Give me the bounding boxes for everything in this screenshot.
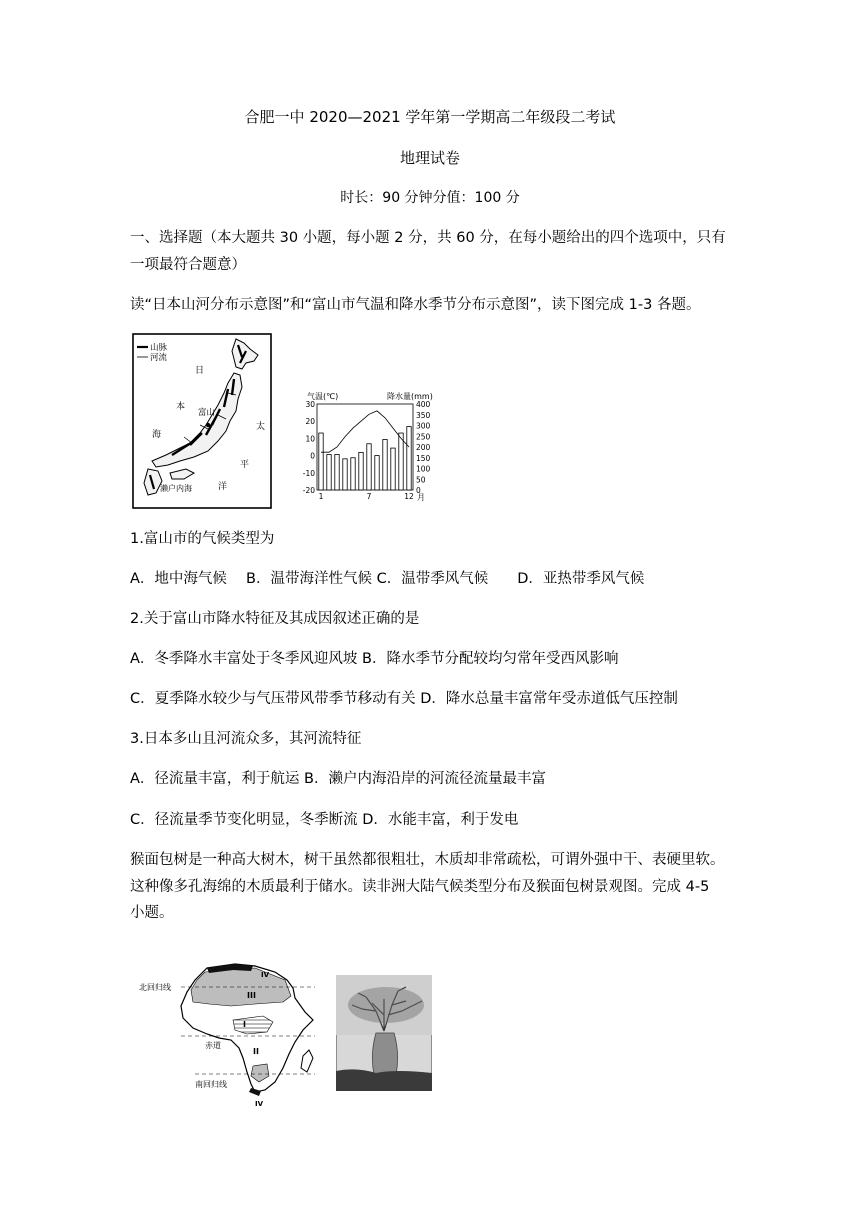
sea-char-1: 日 bbox=[195, 366, 205, 376]
exam-duration: 时长：90 分钟分值：100 分 bbox=[340, 190, 520, 206]
exam-title: 合肥一中 2020—2021 学年第一学期高二年级段二考试 bbox=[244, 108, 616, 126]
precip-axis-label: 降水量(mm) bbox=[387, 392, 433, 401]
temp-tick-label: 30 bbox=[305, 400, 315, 409]
precip-tick-label: 50 bbox=[416, 475, 426, 485]
temp-tick-label: 0 bbox=[310, 451, 315, 461]
intro-4-5-line2: 这种像多孔海绵的木质最利于储水。读非洲大陆气候类型分布及猴面包树景观图。完成 4-5 bbox=[130, 879, 710, 895]
intro-1-3: 读“日本山河分布示意图”和“富山市气温和降水季节分布示意图”，读下图完成 1-3 各题。 bbox=[130, 297, 701, 313]
zone-IV-label-south: IV bbox=[255, 1100, 264, 1108]
tropic-south-label: 南回归线 bbox=[195, 1080, 227, 1089]
equator-label: 赤道 bbox=[205, 1041, 221, 1050]
q1-stem: 1.富山市的气候类型为 bbox=[130, 531, 275, 547]
precip-bar-1 bbox=[319, 433, 323, 490]
subject-title: 地理试卷 bbox=[399, 149, 460, 167]
precip-bar-2 bbox=[327, 455, 331, 490]
baobab-tree-photo bbox=[336, 975, 432, 1091]
legend-mountain-label: 山脉 bbox=[150, 343, 168, 353]
zone-I-label: I bbox=[243, 1020, 246, 1029]
month-unit-label: 月 bbox=[417, 493, 425, 502]
q3-stem: 3.日本多山且河流众多，其河流特征 bbox=[130, 731, 362, 747]
temp-tick-label: -10 bbox=[302, 468, 315, 478]
q3-options-line2: C．径流量季节变化明显，冬季断流 D．水能丰富，利于发电 bbox=[130, 812, 519, 828]
precip-bar-9 bbox=[383, 439, 387, 490]
precip-bar-11 bbox=[399, 433, 403, 490]
q3-options-line1: A．径流量丰富，利于航运 B．濑户内海沿岸的河流径流量最丰富 bbox=[130, 771, 546, 787]
legend-river-label: 河流 bbox=[150, 353, 168, 363]
toyama-label: 富山 bbox=[198, 408, 216, 418]
month-tick-label: 12 bbox=[404, 492, 414, 501]
sea-char-3: 海 bbox=[152, 430, 162, 440]
precip-bar-3 bbox=[335, 455, 339, 490]
precip-tick-label: 100 bbox=[416, 464, 431, 474]
precip-tick-label: 300 bbox=[416, 421, 431, 431]
precip-bar-6 bbox=[359, 452, 363, 490]
precip-bar-7 bbox=[367, 444, 371, 490]
temp-tick-label: 10 bbox=[305, 434, 315, 444]
intro-4-5-line3: 小题。 bbox=[130, 905, 174, 921]
q2-options-line2: C．夏季降水较少与气压带风带季节移动有关 D．降水总量丰富常年受赤道低气压控制 bbox=[130, 691, 678, 707]
precip-tick-label: 150 bbox=[416, 453, 431, 463]
precip-bar-4 bbox=[343, 459, 347, 490]
temp-axis-label: 气温(℃) bbox=[307, 392, 339, 401]
toyama-climate-chart bbox=[293, 388, 443, 504]
zone-IV-label-north: IV bbox=[261, 971, 270, 979]
precip-tick-label: 250 bbox=[416, 432, 431, 442]
intro-4-5-line1: 猴面包树是一种高大树木，树干虽然都很粗壮，木质却非常疏松，可谓外强中干、表硬里软。 bbox=[130, 852, 725, 868]
section1-line1: 一、选择题（本大题共 30 小题，每小题 2 分，共 60 分，在每小题给出的四个选项中，只有 bbox=[130, 230, 726, 246]
precip-bar-12 bbox=[407, 427, 411, 490]
sea-char-2: 本 bbox=[176, 402, 186, 412]
precip-bar-8 bbox=[375, 456, 379, 490]
month-tick-label: 1 bbox=[318, 492, 324, 501]
precip-bar-10 bbox=[391, 448, 395, 490]
precip-bar-5 bbox=[351, 458, 355, 490]
month-tick-label: 7 bbox=[366, 492, 372, 501]
tropic-north-label: 北回归线 bbox=[139, 983, 171, 992]
ocean-char-1: 太 bbox=[256, 422, 266, 432]
seto-label: 濑户内海 bbox=[160, 484, 192, 493]
q2-options-line1: A．冬季降水丰富处于冬季风迎风坡 B．降水季节分配较均匀常年受西风影响 bbox=[130, 651, 619, 667]
temp-tick-label: 20 bbox=[305, 417, 315, 427]
temp-tick-label: -20 bbox=[302, 486, 315, 495]
q2-stem: 2.关于富山市降水特征及其成因叙述正确的是 bbox=[130, 611, 420, 627]
precip-tick-label: 400 bbox=[416, 400, 431, 409]
temperature-line bbox=[321, 411, 409, 452]
zone-II-label: II bbox=[253, 1047, 259, 1056]
precip-tick-label: 350 bbox=[416, 410, 431, 420]
ocean-char-3: 洋 bbox=[218, 482, 228, 492]
precip-tick-label: 200 bbox=[416, 443, 431, 452]
zone-III-label: III bbox=[247, 991, 256, 1000]
japan-map-figure bbox=[132, 333, 272, 509]
ocean-char-2: 平 bbox=[240, 460, 250, 470]
section1-line2: 一项最符合题意） bbox=[130, 257, 246, 273]
precip-tick-label: 0 bbox=[416, 486, 421, 495]
q1-options: A．地中海气候 B．温带海洋性气候 C．温带季风气候 D．亚热带季风气候 bbox=[130, 571, 645, 587]
africa-climate-map bbox=[135, 958, 330, 1108]
